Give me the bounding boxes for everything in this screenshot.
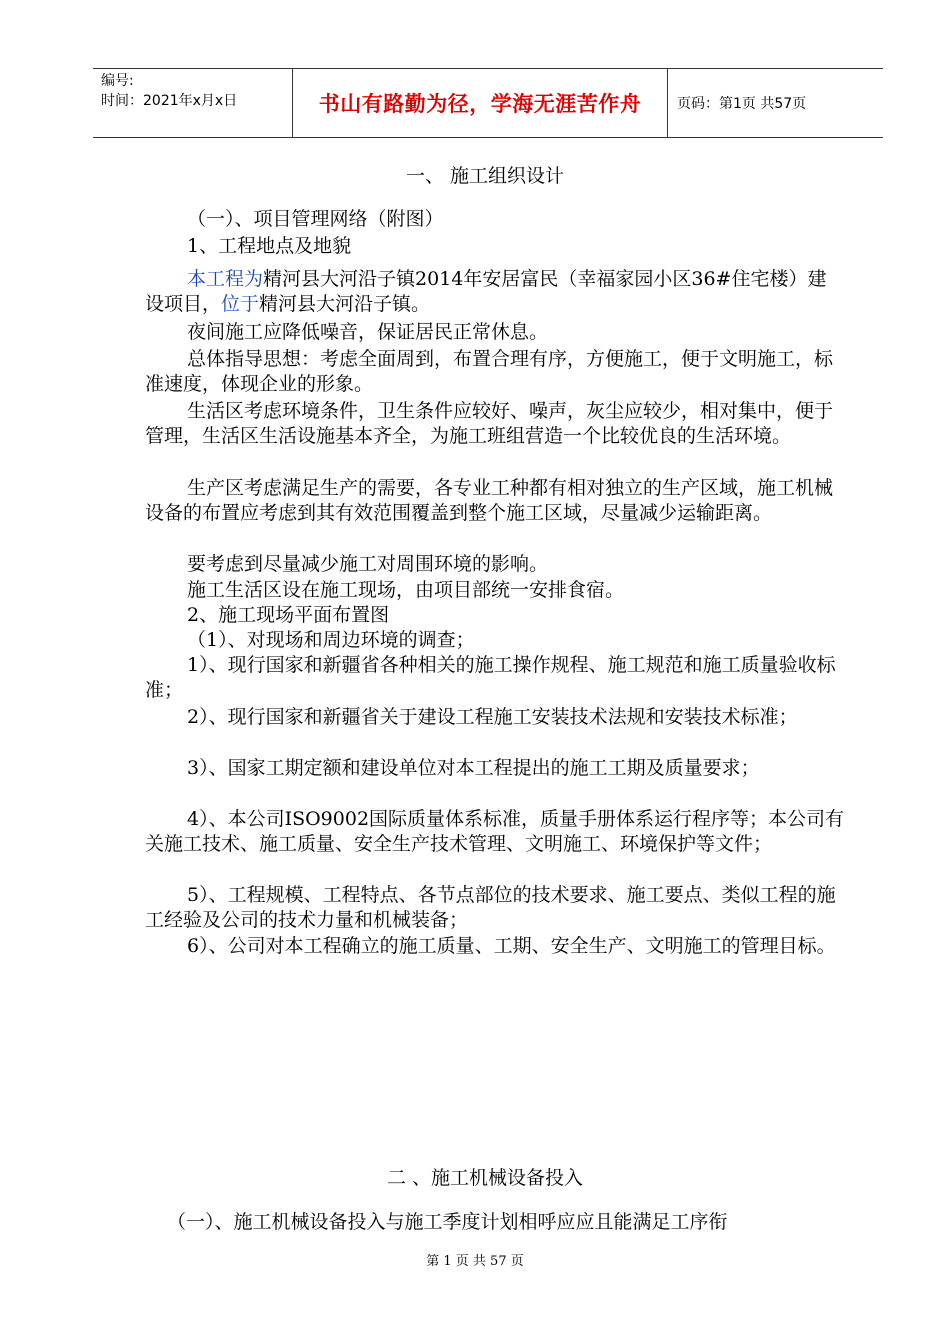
paragraph: 5）、工程规模、工程特点、各节点部位的技术要求、施工要点、类似工程的施工经验及公司的技术力量和机械装备； <box>145 884 836 931</box>
page-footer: 第 1 页 共 57 页 <box>426 1254 524 1269</box>
blue-phrase: 本工程为 <box>187 268 264 290</box>
paragraph: （一）、施工机械设备投入与施工季度计划相呼应应且能满足工序衔 <box>167 1211 728 1233</box>
section-title-1: 一、 施工组织设计 <box>405 165 565 187</box>
paragraph: 3）、国家工期定额和建设单位对本工程提出的施工工期及质量要求； <box>187 757 760 779</box>
paragraph: 1）、现行国家和新疆省各种相关的施工操作规程、施工规范和施工质量验收标准； <box>145 654 836 701</box>
paragraph: 生活区考虑环境条件，卫生条件应较好、噪声，灰尘应较少，相对集中，便于管理，生活区生活设施基本齐全，为施工班组营造一个比较优良的生活环境。 <box>145 400 834 447</box>
paragraph: 4）、本公司ISO9002国际质量体系标准，质量手册体系运行程序等；本公司有关施工技术、施工质量、安全生产技术管理、文明施工、环境保护等文件； <box>145 808 845 855</box>
time-label: 时间：2021年x月x日 <box>101 93 238 109</box>
paragraph: 本工程为精河县大河沿子镇2014年安居富民（幸福家园小区36#住宅楼）建设项目，位于精河县大河沿子镇。 <box>145 268 827 315</box>
blue-phrase: 位于 <box>221 293 260 315</box>
paragraph: 2、施工现场平面布置图 <box>187 604 390 626</box>
header-motto: 书山有路勤为径，学海无涯苦作舟 <box>293 69 668 137</box>
paragraph: 要考虑到尽量减少施工对周围环境的影响。 <box>187 553 549 575</box>
paragraph: 生产区考虑满足生产的需要，各专业工种都有相对独立的生产区域，施工机械设备的布置应考虑到其有效范围覆盖到整个施工区域，尽量减少运输距离。 <box>145 477 834 524</box>
paragraph: （一）、项目管理网络（附图） <box>187 208 444 230</box>
paragraph: 总体指导思想：考虑全面周到，布置合理有序，方便施工，便于文明施工，标准速度，体现企业的形象。 <box>145 348 834 395</box>
paragraph: 施工生活区设在施工现场，由项目部统一安排食宿。 <box>187 579 625 601</box>
header-page-label: 页码：第1页 共57页 <box>677 96 807 112</box>
section-title-2: 二 、施工机械设备投入 <box>386 1167 584 1189</box>
code-label: 编号: <box>101 73 134 89</box>
paragraph: （1）、对现场和周边环境的调查； <box>187 629 475 651</box>
paragraph: 1、工程地点及地貌 <box>187 235 352 257</box>
paragraph: 夜间施工应降低噪音，保证居民正常休息。 <box>187 321 549 343</box>
header-meta <box>93 69 293 137</box>
page-header <box>93 68 883 138</box>
paragraph: 2）、现行国家和新疆省关于建设工程施工安装技术法规和安装技术标准； <box>187 706 798 728</box>
paragraph: 6）、公司对本工程确立的施工质量、工期、安全生产、文明施工的管理目标。 <box>187 935 836 957</box>
